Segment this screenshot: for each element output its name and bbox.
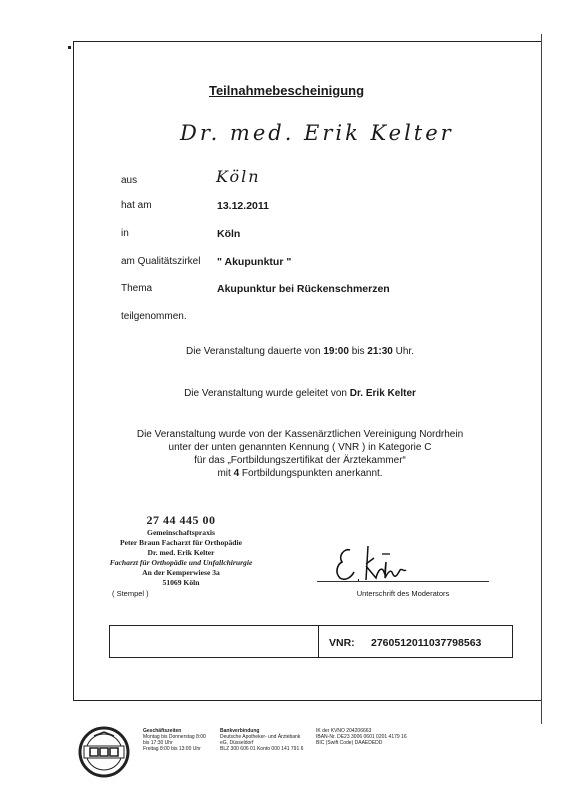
page-edge-line bbox=[541, 34, 542, 724]
accreditation-text: Die Veranstaltung wurde von der Kassenärztlichen Vereinigung Nordrhein unter der unten genannten Kennung ( VNR ) in Kategorie C für das „Fortbildungszertifikat der Ärztekammer“ mit 4 Fortbildungspunkten anerkannt. bbox=[136, 429, 464, 479]
vnr-label: VNR: bbox=[329, 637, 355, 649]
vnr-value: 2760512011037798563 bbox=[371, 637, 482, 649]
quality-circle-value: " Akupunktur " bbox=[217, 256, 292, 268]
signature-label: Unterschrift des Moderators bbox=[356, 589, 450, 598]
location-value: Köln bbox=[217, 228, 241, 240]
end-time: 21:30 bbox=[367, 346, 393, 357]
stamp-line: Peter Braun Facharzt für Orthopädie bbox=[119, 538, 243, 547]
location-label: in bbox=[121, 228, 129, 239]
start-time: 19:00 bbox=[323, 346, 349, 357]
moderator-name: Dr. Erik Kelter bbox=[349, 388, 416, 399]
handwritten-participant-name: Dr. med. Erik Kelter bbox=[180, 121, 454, 145]
stamp-line: 51069 Köln bbox=[162, 578, 200, 587]
stamp-line: Dr. med. Erik Kelter bbox=[147, 548, 215, 557]
footer-ik: IK der KVNO 204206663 IBAN-Nr. DE23 3006 0601 0201 4179 16 BIC (Swift Code) DAAEDEDD bbox=[316, 728, 407, 746]
points-value: 4 bbox=[233, 468, 240, 479]
stamp-line: An der Kemperwiese 3a bbox=[142, 568, 220, 577]
practice-stamp bbox=[96, 513, 266, 588]
footer-bank: Bankverbindung Deutsche Apotheker- und Ärztebank eG, Düsseldorf BLZ 300 606 01 Konto 000 141 791 6 bbox=[220, 728, 304, 752]
signature-line bbox=[317, 581, 489, 582]
vnr-box-divider bbox=[318, 625, 319, 658]
moderator-signature bbox=[330, 542, 410, 586]
duration-line: Die Veranstaltung dauerte von 19:00 bis 21:30 Uhr. bbox=[186, 346, 414, 357]
quality-circle-label: am Qualitätszirkel bbox=[121, 256, 201, 267]
date-value: 13.12.2011 bbox=[217, 200, 269, 212]
stamp-phone: 27 44 445 00 bbox=[146, 513, 216, 527]
quality-seal-logo bbox=[78, 726, 130, 778]
participated-text: teilgenommen. bbox=[121, 311, 187, 322]
stamp-label: ( Stempel ) bbox=[112, 589, 149, 598]
moderator-line: Die Veranstaltung wurde geleitet von Dr. Erik Kelter bbox=[184, 388, 416, 399]
stamp-line: Gemeinschaftspraxis bbox=[147, 528, 215, 537]
from-label: aus bbox=[121, 175, 138, 186]
stamp-line: Facharzt für Orthopädie und Unfallchirurgie bbox=[109, 558, 253, 567]
scan-mark bbox=[68, 46, 71, 49]
page-title: Teilnahmebescheinigung bbox=[208, 83, 365, 98]
footer-hours: Geschäftszeiten Montag bis Donnerstag 8:00 bis 17:30 Uhr Freitag 8:00 bis 13:00 Uhr bbox=[143, 728, 206, 752]
topic-value: Akupunktur bei Rückenschmerzen bbox=[217, 283, 390, 295]
topic-label: Thema bbox=[121, 283, 153, 294]
handwritten-city: Köln bbox=[216, 167, 261, 186]
date-label: hat am bbox=[121, 200, 152, 211]
